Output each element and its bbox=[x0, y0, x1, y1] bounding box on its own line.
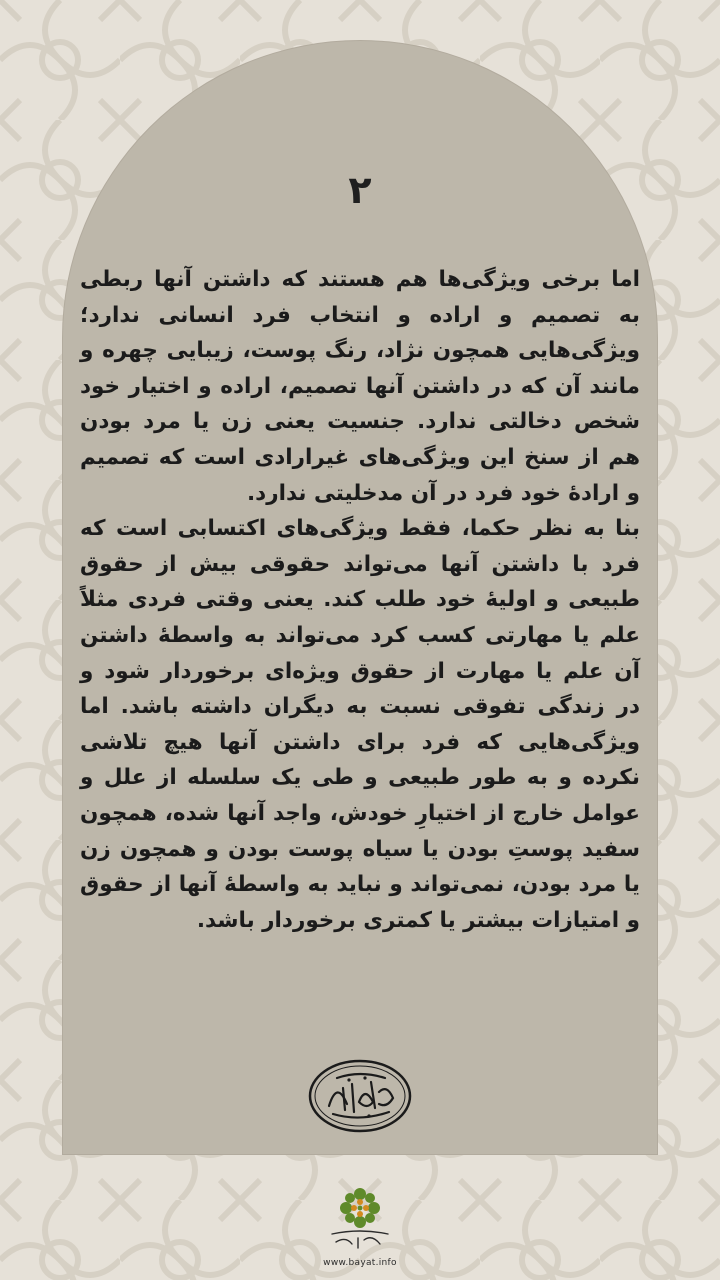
paragraph-2: بنا به نظر حکما، فقط ویژگی‌های اکتسابی است که فرد با داشتن آنها می‌تواند حقوقی بیش از حقوق طبیعی و اولیهٔ خود طلب کند. یعنی وقتی فردی مثلاً علم یا مهارتی کسب کرد می‌تواند به واسطهٔ داشتن آن علم یا مهارت از حقوق ویژه‌ای برخوردار شود و در زندگی تفوقی نسبت به دیگران داشته باشد. اما ویژگی‌هایی که فرد برای داشتن آنها هیچ تلاشی نکرده و به طور طبیعی و طی یک سلسله از علل و عوامل خارج از اختیارِ خودش، واجد آنها شده، همچون سفید پوستِ بودن یا سیاه پوست بودن و همچون زن یا مرد بودن، نمی‌تواند و نباید به واسطهٔ آنها از حقوق و امتیازات بیشتر یا کمتری برخوردار باشد. bbox=[80, 516, 640, 933]
paragraph-1: اما برخی ویژگی‌ها هم هستند که داشتن آنها ربطی به تصمیم و اراده و انتخاب فرد انسانی ندارد؛ ویژگی‌هایی همچون نژاد، رنگ پوست، زیبایی چهره و مانند آن که در داشتن آنها تصمیم، اراده و اختیار خود شخص دخالتی ندارد. جنسیت یعنی زن یا مرد بودن هم از سنخ این ویژگی‌های غیرارادی است که تصمیم و ارادهٔ خود فرد در آن مدخلیتی ندارد. bbox=[80, 267, 640, 506]
calligraphy-seal-icon bbox=[307, 1058, 413, 1134]
page-number: ۲ bbox=[348, 168, 372, 212]
footer-url: www.bayat.info bbox=[323, 1258, 397, 1268]
bayat-logo-icon bbox=[322, 1182, 398, 1258]
body-text bbox=[80, 262, 640, 938]
